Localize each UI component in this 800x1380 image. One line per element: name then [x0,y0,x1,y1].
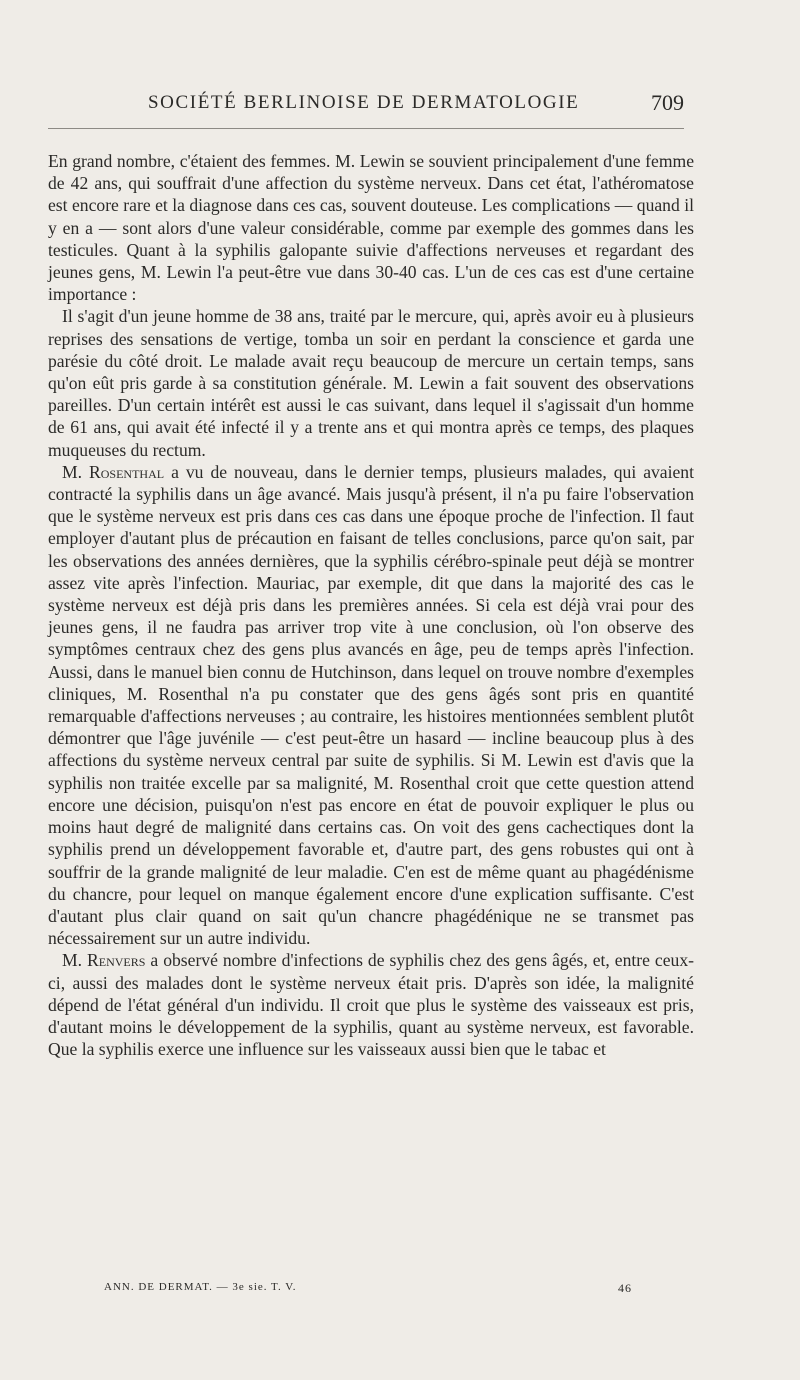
speaker-name: M. Rosenthal [62,461,165,482]
paragraph-3 [48,461,694,949]
paragraph-4 [48,949,694,1060]
paragraph-4-text: a observé nombre d'infections de syphilis chez des gens âgés, et, entre ceux-ci, aussi des malades dont le système nerveux était pris. D'après son idée, la malignité dépend de l'état général d'un individu. Il croit que plus le système des vaisseaux est pris, d'autant moins le développement de la syphilis, quant au système nerveux, est favorable. Que la syphilis exerce une influence sur les vaisseaux aussi bien que le tabac et [48,950,694,1060]
journal-reference: ANN. DE DERMAT. — 3e sie. T. V. [104,1281,297,1293]
sheet-signature: 46 [618,1281,632,1295]
paragraph-1: En grand nombre, c'étaient des femmes. M. Lewin se souvient principalement d'une femme de 42 ans, qui souffrait d'une affection du système nerveux. Dans cet état, l'athéromatose est encore rare et la diagnose dans ces cas, souvent douteuse. Les complications — quand il y en a — sont alors d'une valeur considérable, comme par exemple des gommes dans les testicules. Quant à la syphilis galopante suivie d'affections nerveuses et regardant des jeunes gens, M. Lewin l'a peut-être vue dans 30-40 cas. L'un de ces cas est d'une certaine importance : [48,151,694,305]
paragraph-3-text: a vu de nouveau, dans le dernier temps, plusieurs malades, qui avaient contracté la syphilis dans un âge avancé. Mais jusqu'à présent, il n'a pu faire l'observation que le système nerveux est pris dans ces cas dans une époque proche de l'infection. Il faut employer d'autant plus de précaution en faisant de telles conclusions, parce qu'on sait, par les observations des années dernières, que la syphilis cérébro-spinale peut déjà se montrer assez vite après l'infection. Mauriac, par exemple, dit que dans la majorité des cas le système nerveux est déjà pris dans les premières années. Si cela est déjà vrai pour des jeunes gens, il ne faudra pas arriver trop vite à une conclusion, où l'on observe des symptômes centraux chez des gens plus avancés en âge, peu de temps après l'infection. Aussi, dans le manuel bien connu de Hutchinson, dans lequel on trouve nombre d'exemples cliniques, M. Rosenthal n'a pu constater que des gens âgés sont pris en quantité remarquable d'affections nerveuses ; au contraire, les histoires mentionnées semblent plutôt démontrer que l'âge juvénile — c'est peut-être un hasard — incline beaucoup plus à des affections du système nerveux central par suite de syphilis. Si M. Lewin est d'avis que la syphilis non traitée excelle par sa malignité, M. Rosenthal croit que cette question attend encore une décision, puisqu'on n'est pas encore en état de pouvoir expliquer le plus ou moins haut degré de malignité dans certains cas. On voit des gens cachectiques dont la syphilis prend un développement favorable et, d'autre part, des gens robustes qui ont à souffrir de la grande malignité de leur maladie. C'en est de même quant au phagédénisme du chancre, pour lequel on manque également encore d'une explication suffisante. C'est d'autant plus clair quand on sait qu'un chancre phagédénique ne se transmet pas nécessairement sur un autre individu. [48,461,694,949]
page-header [48,90,684,126]
speaker-name: M. Renvers [62,950,146,971]
header-rule [48,128,684,129]
running-title: SOCIÉTÉ BERLINOISE DE DERMATOLOGIE [148,92,580,113]
body-text [48,150,694,1060]
page-number: 709 [651,90,684,115]
page-footer [48,1281,684,1301]
paragraph-2: Il s'agit d'un jeune homme de 38 ans, traité par le mercure, qui, après avoir eu à plusieurs reprises des sensations de vertige, tomba un soir en perdant la conscience et garda une parésie du côté droit. Le malade avait reçu beaucoup de mercure un certain temps, sans qu'on eût pris garde à sa constitution générale. M. Lewin a fait souvent des observations pareilles. D'un certain intérêt est aussi le cas suivant, dans lequel il s'agissait d'un homme de 61 ans, qui avait été infecté il y a trente ans et qui montra après ce temps, des plaques muqueuses du rectum. [48,306,694,460]
